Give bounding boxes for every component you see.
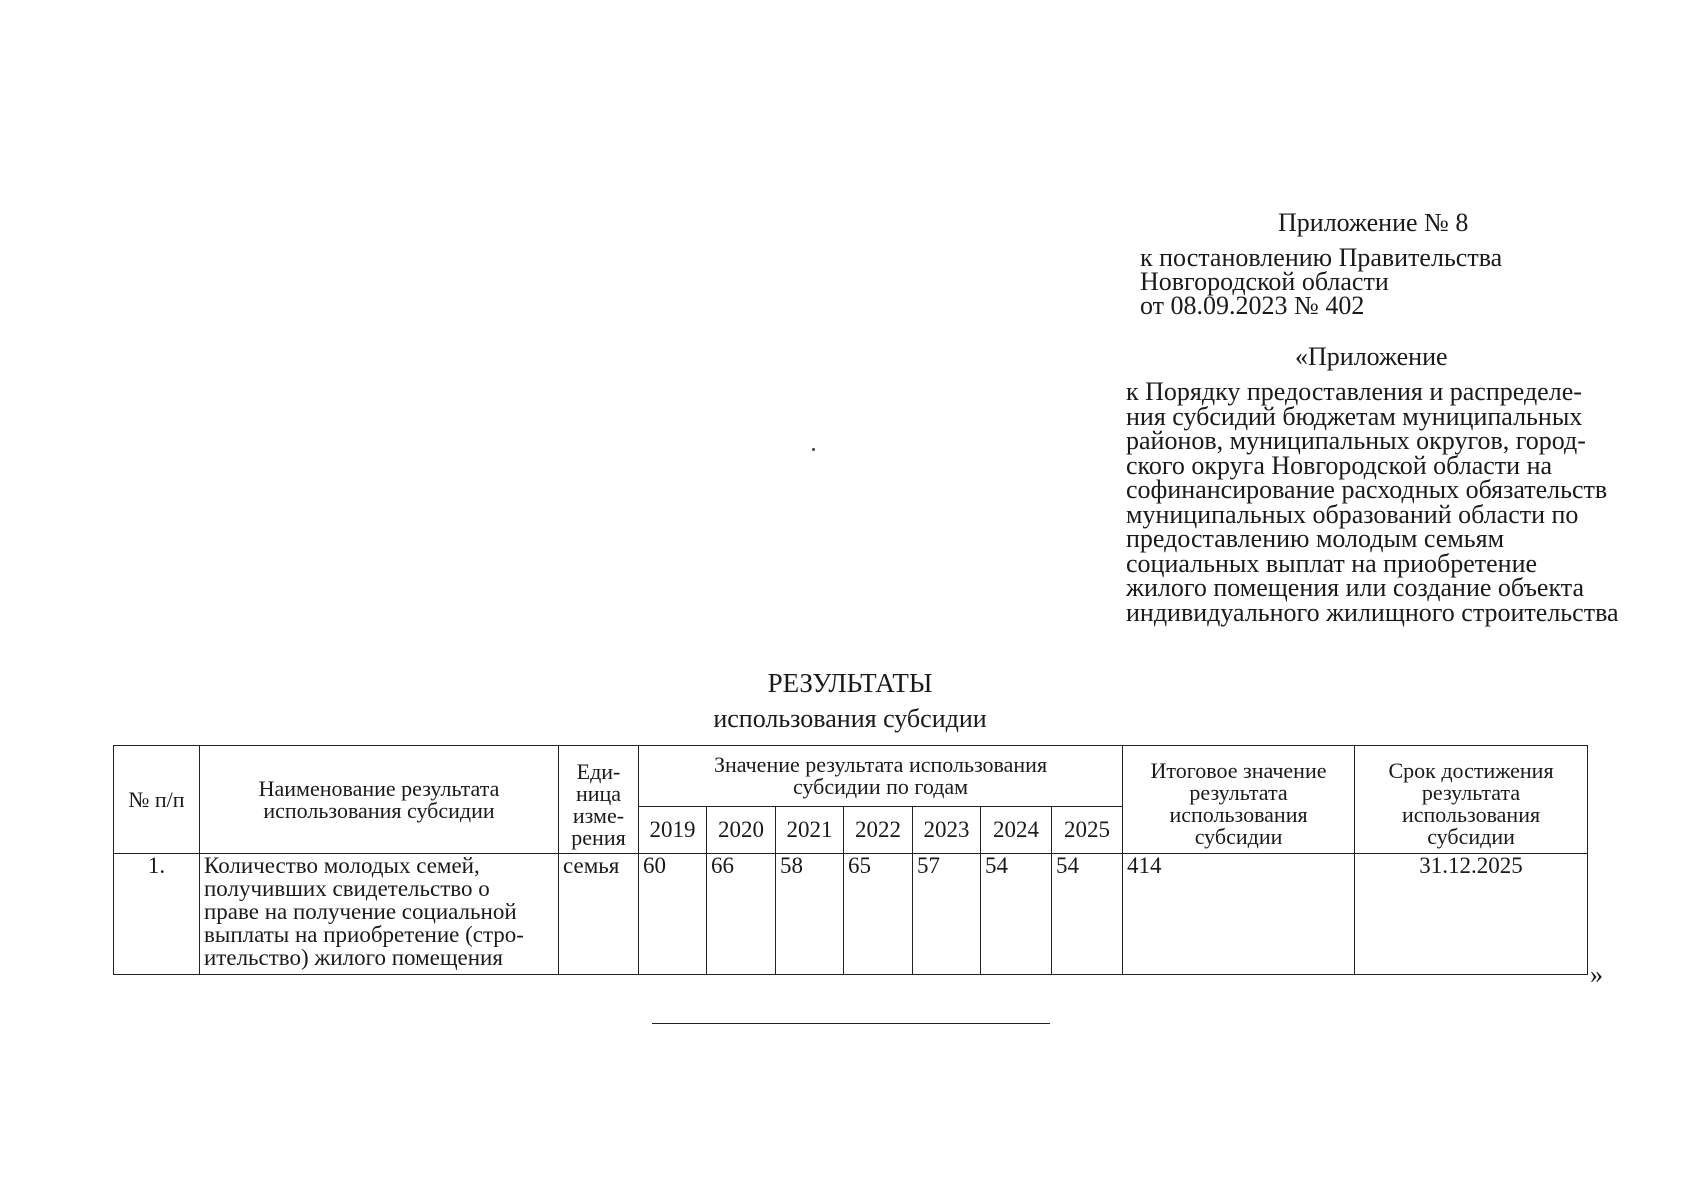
order-reference [1126, 377, 1636, 627]
header-total: Итоговое значение результата использования субсидии [1123, 746, 1355, 854]
header-year: 2024 [981, 807, 1052, 854]
order-line: ского округа Новгородской области на [1126, 450, 1553, 480]
order-line: индивидуального жилищного строительства [1126, 597, 1619, 627]
row-value: 65 [844, 854, 913, 975]
order-line: районов, муниципальных округов, город- [1126, 426, 1586, 455]
row-value: 54 [1052, 854, 1123, 975]
appendix-title: Приложение № 8 [1278, 208, 1469, 237]
row-num: 1. [114, 854, 200, 975]
results-table [113, 745, 1588, 975]
decree-reference [1140, 243, 1503, 320]
row-name-line: выплаты на приобретение (стро- [204, 922, 524, 947]
header-year: 2022 [844, 807, 913, 854]
row-deadline: 31.12.2025 [1355, 854, 1588, 975]
footer-divider [652, 1023, 1050, 1024]
order-line: предоставлению молодым семьям [1126, 524, 1505, 553]
header-year: 2025 [1052, 807, 1123, 854]
header-unit: Еди-ница изме-рения [559, 746, 639, 854]
order-line: софинансирование расходных обязательств [1126, 475, 1608, 504]
row-name [200, 854, 559, 975]
row-value: 54 [981, 854, 1052, 975]
header-num: № п/п [114, 746, 200, 854]
order-line: ния субсидий бюджетам муниципальных [1126, 401, 1583, 431]
row-total: 414 [1123, 854, 1355, 975]
header-year: 2020 [707, 807, 776, 854]
row-value: 66 [707, 854, 776, 975]
row-value: 57 [913, 854, 981, 975]
scan-speck [812, 448, 815, 451]
row-value: 60 [639, 854, 707, 975]
row-name-line: праве на получение социальной [204, 899, 517, 924]
header-name: Наименование результата использования субсидии [200, 746, 559, 854]
document-title: РЕЗУЛЬТАТЫ [767, 668, 933, 698]
order-line: жилого помещения или создание объекта [1126, 573, 1584, 602]
row-name-line: получивших свидетельство о [204, 876, 490, 901]
document-subtitle: использования субсидии [713, 704, 987, 733]
closing-quote: » [1590, 960, 1603, 989]
table-header-row [114, 746, 1588, 807]
row-name-line: ительство) жилого помещения [204, 945, 503, 970]
appendix-to-order-title: «Приложение [1295, 342, 1448, 371]
decree-line: Новгородской области [1140, 267, 1389, 296]
row-value: 58 [776, 854, 844, 975]
header-deadline: Срок достижения результата использования субсидии [1355, 746, 1588, 854]
order-line: к Порядку предоставления и распределе- [1126, 377, 1582, 406]
header-year: 2021 [776, 807, 844, 854]
row-name-line: Количество молодых семей, [204, 853, 480, 878]
order-line: социальных выплат на приобретение [1126, 548, 1538, 578]
table-row [114, 854, 1588, 975]
decree-line: к постановлению Правительства [1140, 243, 1503, 272]
header-year: 2019 [639, 807, 707, 854]
header-year: 2023 [913, 807, 981, 854]
row-unit: семья [559, 854, 639, 975]
header-values-by-year: Значение результата использования субсидии по годам [639, 746, 1123, 807]
order-line: муниципальных образований области по [1126, 499, 1579, 529]
decree-line: от 08.09.2023 № 402 [1140, 291, 1365, 320]
